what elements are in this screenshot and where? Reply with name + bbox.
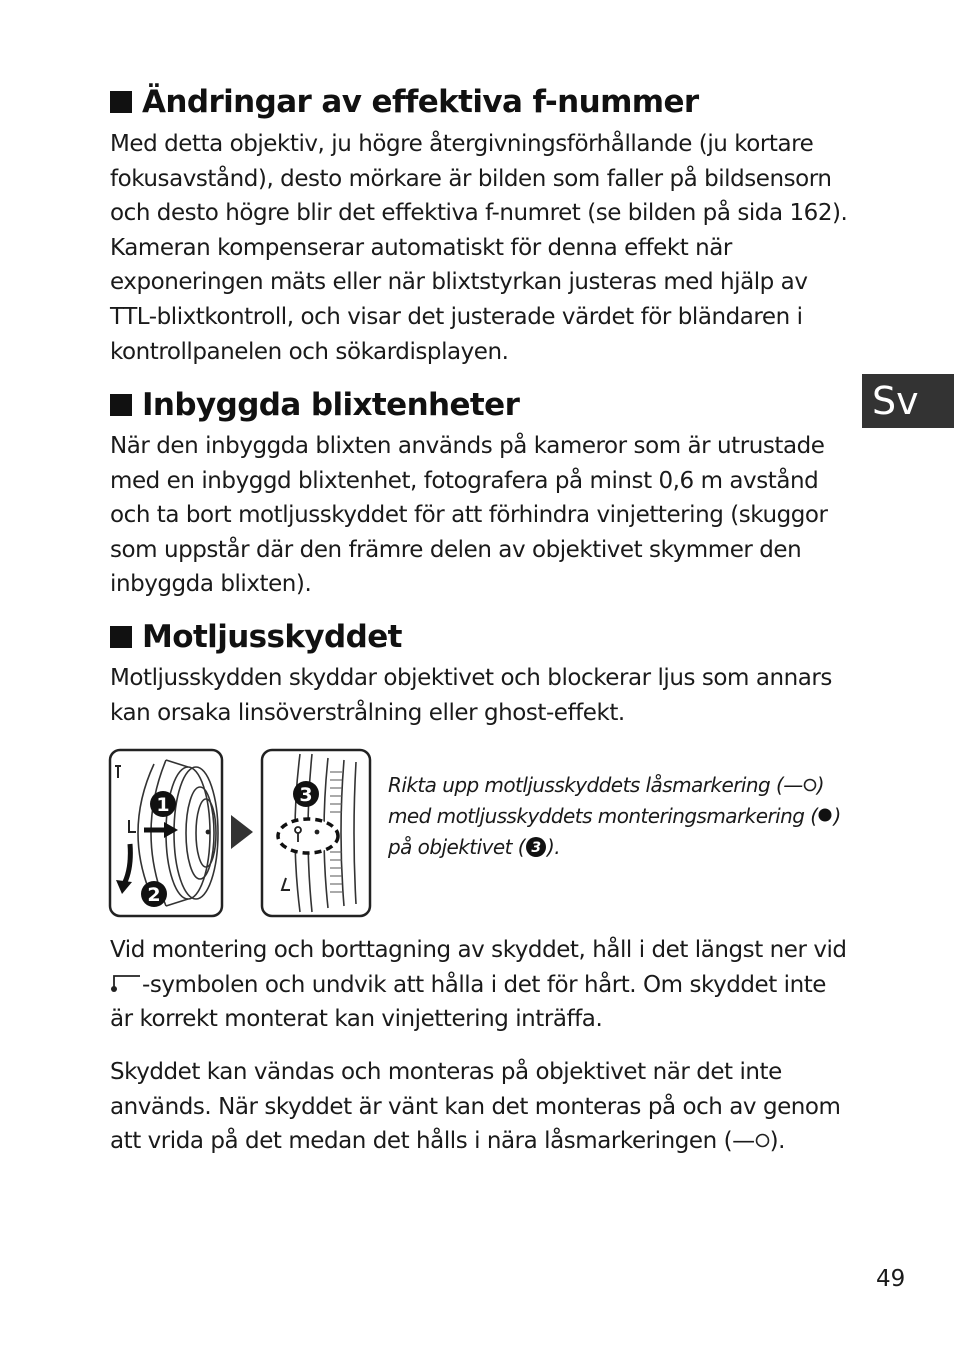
hood-grip-symbol-icon xyxy=(110,972,142,994)
page-number: 49 xyxy=(876,1266,906,1292)
svg-text:3: 3 xyxy=(531,840,541,856)
section-title: Inbyggda blixtenheter xyxy=(142,387,520,423)
square-bullet-icon xyxy=(110,394,132,416)
next-step-arrow-icon xyxy=(228,812,256,852)
section-heading-built-in-flash xyxy=(110,387,519,423)
section-title: Motljusskyddet xyxy=(142,619,402,655)
svg-text:2: 2 xyxy=(147,884,161,906)
reverse-text: ). xyxy=(769,1128,786,1155)
mount-text: -symbolen och undvik att hålla i det för hårt. Om skyddet inte är korrekt monterat kan vinjettering inträffa. xyxy=(110,971,826,1033)
mounting-mark-icon xyxy=(817,807,833,823)
section-body-built-in-flash: När den inbyggda blixten används på kameror som är utrustade med en inbyggd blixtenhet, fotografera på minst 0,6 m avstånd och ta bort motljusskyddet för att förhindra vinjettering (skuggor som uppstår där den främre delen av objektivet skymmer den inbyggda blixten). xyxy=(110,433,828,598)
figure-caption xyxy=(388,770,858,863)
svg-text:1: 1 xyxy=(156,794,170,816)
reverse-instructions xyxy=(110,1055,850,1159)
lock-mark-icon xyxy=(803,778,817,792)
callout-2 xyxy=(141,881,167,907)
square-bullet-icon xyxy=(110,91,132,113)
caption-text: ). xyxy=(546,835,561,859)
section-title: Ändringar av effektiva f-nummer xyxy=(142,84,699,120)
mount-text: Vid montering och borttagning av skyddet, håll i det längst ner vid xyxy=(110,937,847,963)
section-body-lens-hood: Motljusskydden skyddar objektivet och blockerar ljus som annars kan orsaka linsöverstrålning eller ghost-effekt. xyxy=(110,665,832,726)
callout-3 xyxy=(293,781,319,807)
hood-alignment-illustration xyxy=(108,748,224,918)
section-heading-effective-f-number xyxy=(110,84,699,120)
hood-mounted-illustration xyxy=(260,748,372,918)
language-tab: Sv xyxy=(862,374,954,428)
caption-text: Rikta upp motljusskyddets låsmarkering (— xyxy=(388,773,803,797)
section-heading-lens-hood xyxy=(110,619,402,655)
callout-3-icon xyxy=(525,836,547,858)
caption-text: ) på objektivet ( xyxy=(388,804,841,859)
caption-text: ) med motljusskyddets monteringsmarkering ( xyxy=(388,773,824,828)
callout-1 xyxy=(150,791,176,817)
mount-instructions xyxy=(110,933,850,1037)
lock-mark-icon xyxy=(755,1133,770,1148)
section-body-effective-f-number: Med detta objektiv, ju högre återgivningsförhållande (ju kortare fokusavstånd), desto mörkare är bilden som faller på bildsensorn och desto högre blir det effektiva f-numret (se bilden på sida 162). Kameran kompenserar automatiskt för denna effekt när exponeringen mäts eller när blixtstyrkan justeras med hjälp av TTL-blixtkontroll, och visar det justerade värdet för bländaren i kontrollpanelen och sökardisplayen. xyxy=(110,131,848,365)
reverse-text: Skyddet kan vändas och monteras på objektivet när det inte används. När skyddet är vänt kan det monteras på och av genom att vrida på det medan det hålls i nära låsmarkeringen (— xyxy=(110,1059,841,1155)
square-bullet-icon xyxy=(110,626,132,648)
svg-text:3: 3 xyxy=(299,784,313,806)
